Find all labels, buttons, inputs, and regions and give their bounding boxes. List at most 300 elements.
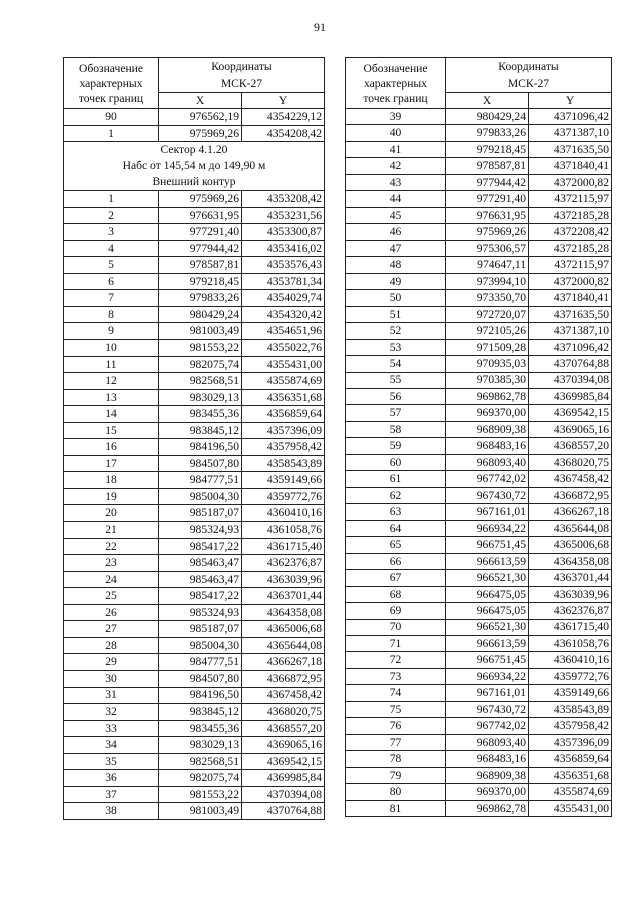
table-row [346, 224, 612, 240]
y-coordinate-cell: 4361715,40 [242, 538, 325, 555]
point-number-cell: 67 [346, 570, 446, 586]
table-row [64, 191, 325, 208]
table-body [346, 109, 612, 817]
table-body-before-section [64, 109, 325, 142]
y-coordinate-cell: 4371635,50 [529, 306, 612, 322]
table-row [346, 603, 612, 619]
y-coordinate-cell: 4354229,12 [242, 109, 325, 126]
table-row [346, 471, 612, 487]
x-coordinate-cell: 977944,42 [159, 240, 242, 257]
table-row [64, 538, 325, 555]
y-coordinate-cell: 4353300,87 [242, 224, 325, 241]
x-coordinate-cell: 981003,49 [159, 323, 242, 340]
point-number-cell: 80 [346, 784, 446, 800]
x-coordinate-cell: 982568,51 [159, 373, 242, 390]
x-coordinate-cell: 984196,50 [159, 687, 242, 704]
page-number: 91 [314, 20, 326, 34]
table-row [64, 505, 325, 522]
designation-header-line: Обозначение [78, 61, 144, 75]
table-row [64, 356, 325, 373]
x-coordinate-cell: 967742,02 [446, 471, 529, 487]
x-coordinate-cell: 981003,49 [159, 803, 242, 820]
table-header [64, 58, 325, 109]
y-coordinate-cell: 4368020,75 [242, 704, 325, 721]
x-coordinate-cell: 968093,40 [446, 734, 529, 750]
x-coordinate-cell: 982075,74 [159, 770, 242, 787]
y-coordinate-cell: 4355431,00 [529, 800, 612, 816]
y-coordinate-cell: 4365006,68 [242, 621, 325, 638]
table-row [346, 207, 612, 223]
x-coordinate-cell: 970385,30 [446, 372, 529, 388]
x-coordinate-cell: 980429,24 [159, 306, 242, 323]
point-number-cell: 5 [64, 257, 159, 274]
point-number-cell: 20 [64, 505, 159, 522]
x-coordinate-cell: 979218,45 [446, 141, 529, 157]
y-coordinate-cell: 4360410,16 [529, 652, 612, 668]
y-coordinate-cell: 4365006,68 [529, 537, 612, 553]
table-row [346, 652, 612, 668]
x-coordinate-cell: 969862,78 [446, 800, 529, 816]
x-coordinate-cell: 983029,13 [159, 737, 242, 754]
point-number-cell: 18 [64, 472, 159, 489]
point-number-cell: 16 [64, 439, 159, 456]
x-coordinate-cell: 984196,50 [159, 439, 242, 456]
point-number-cell: 75 [346, 701, 446, 717]
designation-header-line: характерных [79, 76, 143, 90]
table-row [64, 488, 325, 505]
x-coordinate-cell: 967430,72 [446, 487, 529, 503]
table-row [346, 306, 612, 322]
y-coordinate-cell: 4354208,42 [242, 125, 325, 142]
y-coordinate-cell: 4357958,42 [242, 439, 325, 456]
x-coordinate-cell: 985463,47 [159, 571, 242, 588]
y-coordinate-cell: 4371635,50 [529, 141, 612, 157]
designation-header [64, 58, 159, 109]
table-row [346, 701, 612, 717]
y-coordinate-cell: 4371840,41 [529, 290, 612, 306]
point-number-cell: 46 [346, 224, 446, 240]
coordinates-table-left [63, 57, 325, 820]
y-coordinate-cell: 4356859,64 [242, 406, 325, 423]
point-number-cell: 21 [64, 522, 159, 539]
table-row [64, 207, 325, 224]
x-coordinate-cell: 985463,47 [159, 555, 242, 572]
x-coordinate-cell: 966475,05 [446, 603, 529, 619]
x-coordinate-cell: 972105,26 [446, 323, 529, 339]
table-row [346, 323, 612, 339]
table-row [346, 520, 612, 536]
table-row [64, 571, 325, 588]
table-row [346, 240, 612, 256]
table-row [64, 472, 325, 489]
y-coordinate-cell: 4353781,34 [242, 273, 325, 290]
y-coordinate-cell: 4359772,76 [529, 668, 612, 684]
y-coordinate-cell: 4366872,95 [242, 670, 325, 687]
y-coordinate-cell: 4369065,16 [242, 737, 325, 754]
point-number-cell: 17 [64, 455, 159, 472]
x-coordinate-cell: 968909,38 [446, 421, 529, 437]
designation-header-line: точек границ [78, 91, 144, 105]
table-row [346, 636, 612, 652]
y-coordinate-cell: 4368557,20 [529, 438, 612, 454]
point-number-cell: 78 [346, 751, 446, 767]
section-heading [64, 142, 325, 191]
point-number-cell: 66 [346, 553, 446, 569]
table-row [346, 586, 612, 602]
table-row [64, 109, 325, 126]
point-number-cell: 1 [64, 125, 159, 142]
table-row [346, 257, 612, 273]
x-coordinate-cell: 985324,93 [159, 522, 242, 539]
x-coordinate-cell: 967430,72 [446, 701, 529, 717]
point-number-cell: 14 [64, 406, 159, 423]
table-row [346, 421, 612, 437]
x-coordinate-cell: 966751,45 [446, 652, 529, 668]
table-row [346, 751, 612, 767]
x-coordinate-cell: 975969,26 [159, 191, 242, 208]
point-number-cell: 11 [64, 356, 159, 373]
point-number-cell: 35 [64, 753, 159, 770]
table-row [64, 522, 325, 539]
y-coordinate-cell: 4370394,08 [242, 786, 325, 803]
x-coordinate-cell: 972720,07 [446, 306, 529, 322]
x-coordinate-cell: 968483,16 [446, 438, 529, 454]
x-coordinate-cell: 979833,26 [159, 290, 242, 307]
y-coordinate-cell: 4371387,10 [529, 125, 612, 141]
point-number-cell: 10 [64, 340, 159, 357]
y-coordinate-cell: 4361058,76 [242, 522, 325, 539]
coordinates-header [446, 58, 612, 93]
point-number-cell: 12 [64, 373, 159, 390]
x-coordinate-cell: 966751,45 [446, 537, 529, 553]
x-coordinate-cell: 969370,00 [446, 784, 529, 800]
y-coordinate-cell: 4372185,28 [529, 240, 612, 256]
section-contour: Внешний контур [152, 175, 236, 189]
table-row [346, 784, 612, 800]
table-row [346, 388, 612, 404]
x-coordinate-cell: 970935,03 [446, 356, 529, 372]
point-number-cell: 15 [64, 422, 159, 439]
point-number-cell: 69 [346, 603, 446, 619]
x-coordinate-cell: 983455,36 [159, 406, 242, 423]
y-coordinate-cell: 4357396,09 [242, 422, 325, 439]
y-coordinate-cell: 4358543,89 [529, 701, 612, 717]
coordinates-header-line: Координаты [211, 60, 272, 73]
x-coordinate-cell: 982075,74 [159, 356, 242, 373]
y-coordinate-cell: 4363039,96 [529, 586, 612, 602]
y-coordinate-cell: 4354320,42 [242, 306, 325, 323]
x-coordinate-cell: 966934,22 [446, 520, 529, 536]
table-row [64, 604, 325, 621]
point-number-cell: 13 [64, 389, 159, 406]
coordinates-table-right [345, 57, 612, 817]
y-coordinate-cell: 4372000,82 [529, 273, 612, 289]
y-coordinate-cell: 4365644,08 [529, 520, 612, 536]
x-coordinate-cell: 983845,12 [159, 704, 242, 721]
table-row [64, 224, 325, 241]
y-coordinate-cell: 4372185,28 [529, 207, 612, 223]
y-coordinate-cell: 4363701,44 [529, 570, 612, 586]
x-coordinate-cell: 985187,07 [159, 621, 242, 638]
x-coordinate-cell: 971509,28 [446, 339, 529, 355]
y-coordinate-cell: 4369542,15 [529, 405, 612, 421]
point-number-cell: 72 [346, 652, 446, 668]
x-coordinate-cell: 981553,22 [159, 340, 242, 357]
point-number-cell: 9 [64, 323, 159, 340]
y-coordinate-cell: 4355431,00 [242, 356, 325, 373]
table-row [346, 454, 612, 470]
y-coordinate-cell: 4361715,40 [529, 619, 612, 635]
y-coordinate-cell: 4372000,82 [529, 174, 612, 190]
table-row [64, 406, 325, 423]
table-row [346, 537, 612, 553]
x-coordinate-cell: 968909,38 [446, 767, 529, 783]
y-coordinate-cell: 4372115,97 [529, 257, 612, 273]
table-row [64, 637, 325, 654]
y-coordinate-cell: 4368020,75 [529, 454, 612, 470]
table-row [346, 800, 612, 816]
table-body-after-section [64, 191, 325, 820]
x-coordinate-cell: 978587,81 [446, 158, 529, 174]
point-number-cell: 23 [64, 555, 159, 572]
x-coordinate-cell: 974647,11 [446, 257, 529, 273]
table-row [64, 670, 325, 687]
y-coordinate-cell: 4371387,10 [529, 323, 612, 339]
point-number-cell: 79 [346, 767, 446, 783]
table-row [346, 619, 612, 635]
point-number-cell: 56 [346, 388, 446, 404]
x-coordinate-cell: 984777,51 [159, 654, 242, 671]
table-row [346, 125, 612, 141]
y-coordinate-cell: 4362376,87 [242, 555, 325, 572]
point-number-cell: 47 [346, 240, 446, 256]
y-coordinate-cell: 4366872,95 [529, 487, 612, 503]
table-row [64, 737, 325, 754]
point-number-cell: 74 [346, 685, 446, 701]
x-coordinate-cell: 979833,26 [446, 125, 529, 141]
point-number-cell: 81 [346, 800, 446, 816]
table-row [346, 553, 612, 569]
point-number-cell: 73 [346, 668, 446, 684]
point-number-cell: 58 [346, 421, 446, 437]
table-row [346, 685, 612, 701]
table-row [64, 621, 325, 638]
x-coordinate-cell: 976631,95 [446, 207, 529, 223]
y-coordinate-cell: 4355022,76 [242, 340, 325, 357]
y-coordinate-cell: 4363039,96 [242, 571, 325, 588]
y-coordinate-cell: 4364358,08 [242, 604, 325, 621]
table-row [64, 786, 325, 803]
point-number-cell: 43 [346, 174, 446, 190]
y-coordinate-cell: 4356351,68 [529, 767, 612, 783]
point-number-cell: 71 [346, 636, 446, 652]
x-coordinate-cell: 966613,59 [446, 636, 529, 652]
table-row [346, 438, 612, 454]
y-coordinate-cell: 4363701,44 [242, 588, 325, 605]
designation-header-line: характерных [363, 76, 427, 90]
x-coordinate-cell: 983455,36 [159, 720, 242, 737]
table-row [346, 734, 612, 750]
x-coordinate-cell: 973350,70 [446, 290, 529, 306]
point-number-cell: 70 [346, 619, 446, 635]
y-coordinate-cell: 4353231,56 [242, 207, 325, 224]
y-coordinate-cell: 4366267,18 [242, 654, 325, 671]
table-row [64, 704, 325, 721]
coordinates-header-line: МСК-27 [220, 77, 263, 90]
x-coordinate-cell: 975969,26 [446, 224, 529, 240]
y-coordinate-cell: 4368557,20 [242, 720, 325, 737]
point-number-cell: 37 [64, 786, 159, 803]
designation-header-line: точек границ [363, 91, 428, 105]
point-number-cell: 40 [346, 125, 446, 141]
y-coordinate-cell: 4358543,89 [242, 455, 325, 472]
y-coordinate-cell: 4359772,76 [242, 488, 325, 505]
point-number-cell: 4 [64, 240, 159, 257]
table-row [64, 240, 325, 257]
y-coordinate-cell: 4370764,88 [529, 356, 612, 372]
x-coordinate-cell: 985187,07 [159, 505, 242, 522]
point-number-cell: 33 [64, 720, 159, 737]
y-coordinate-cell: 4369542,15 [242, 753, 325, 770]
point-number-cell: 30 [64, 670, 159, 687]
x-coordinate-cell: 983845,12 [159, 422, 242, 439]
x-coordinate-cell: 977291,40 [446, 191, 529, 207]
table-row [64, 422, 325, 439]
section-block [64, 142, 325, 191]
x-coordinate-cell: 975306,57 [446, 240, 529, 256]
y-coordinate-cell: 4355874,69 [529, 784, 612, 800]
table-row [346, 504, 612, 520]
y-coordinate-cell: 4371096,42 [529, 109, 612, 125]
y-coordinate-cell: 4357958,42 [529, 718, 612, 734]
point-number-cell: 59 [346, 438, 446, 454]
table-header [346, 58, 612, 109]
x-coordinate-cell: 966613,59 [446, 553, 529, 569]
y-coordinate-cell: 4369985,84 [242, 770, 325, 787]
point-number-cell: 50 [346, 290, 446, 306]
table-row [346, 372, 612, 388]
point-number-cell: 76 [346, 718, 446, 734]
x-coordinate-cell: 983029,13 [159, 389, 242, 406]
x-coordinate-cell: 975969,26 [159, 125, 242, 142]
x-coordinate-cell: 969862,78 [446, 388, 529, 404]
point-number-cell: 62 [346, 487, 446, 503]
y-coordinate-cell: 4354029,74 [242, 290, 325, 307]
point-number-cell: 36 [64, 770, 159, 787]
point-number-cell: 19 [64, 488, 159, 505]
point-number-cell: 26 [64, 604, 159, 621]
x-coordinate-cell: 966521,30 [446, 619, 529, 635]
point-number-cell: 1 [64, 191, 159, 208]
table-row [64, 323, 325, 340]
table-row [346, 158, 612, 174]
x-coordinate-cell: 981553,22 [159, 786, 242, 803]
x-coordinate-cell: 977944,42 [446, 174, 529, 190]
table-row [346, 290, 612, 306]
point-number-cell: 42 [346, 158, 446, 174]
table-row [64, 373, 325, 390]
y-coordinate-cell: 4353208,42 [242, 191, 325, 208]
point-number-cell: 55 [346, 372, 446, 388]
point-number-cell: 39 [346, 109, 446, 125]
point-number-cell: 90 [64, 109, 159, 126]
section-height-range: Набс от 145,54 м до 149,90 м [122, 159, 266, 173]
point-number-cell: 38 [64, 803, 159, 820]
y-coordinate-cell: 4359149,66 [242, 472, 325, 489]
table-row [64, 588, 325, 605]
point-number-cell: 3 [64, 224, 159, 241]
y-coordinate-cell: 4366267,18 [529, 504, 612, 520]
y-coordinate-cell: 4356859,64 [529, 751, 612, 767]
coordinates-header-line: МСК-27 [507, 77, 550, 90]
point-number-cell: 6 [64, 273, 159, 290]
y-coordinate-cell: 4370394,08 [529, 372, 612, 388]
table-row [346, 767, 612, 783]
y-coordinate-cell: 4362376,87 [529, 603, 612, 619]
table-row [64, 340, 325, 357]
point-number-cell: 7 [64, 290, 159, 307]
point-number-cell: 51 [346, 306, 446, 322]
x-coordinate-cell: 966475,05 [446, 586, 529, 602]
y-coordinate-cell: 4354651,96 [242, 323, 325, 340]
point-number-cell: 45 [346, 207, 446, 223]
table-row [64, 306, 325, 323]
y-header: Y [529, 93, 612, 109]
x-coordinate-cell: 968483,16 [446, 751, 529, 767]
y-coordinate-cell: 4367458,42 [529, 471, 612, 487]
table-row [64, 257, 325, 274]
table-row [64, 803, 325, 820]
x-coordinate-cell: 973994,10 [446, 273, 529, 289]
x-coordinate-cell: 968093,40 [446, 454, 529, 470]
table-row [64, 687, 325, 704]
x-coordinate-cell: 979218,45 [159, 273, 242, 290]
point-number-cell: 27 [64, 621, 159, 638]
x-coordinate-cell: 976631,95 [159, 207, 242, 224]
y-coordinate-cell: 4367458,42 [242, 687, 325, 704]
table-row [346, 339, 612, 355]
point-number-cell: 22 [64, 538, 159, 555]
table-row [64, 455, 325, 472]
designation-header [346, 58, 446, 109]
y-coordinate-cell: 4369065,16 [529, 421, 612, 437]
y-coordinate-cell: 4353576,43 [242, 257, 325, 274]
x-coordinate-cell: 967161,01 [446, 685, 529, 701]
x-coordinate-cell: 966934,22 [446, 668, 529, 684]
table-row [346, 273, 612, 289]
point-number-cell: 64 [346, 520, 446, 536]
table-row [346, 141, 612, 157]
point-number-cell: 25 [64, 588, 159, 605]
point-number-cell: 65 [346, 537, 446, 553]
point-number-cell: 41 [346, 141, 446, 157]
y-coordinate-cell: 4372115,97 [529, 191, 612, 207]
x-coordinate-cell: 977291,40 [159, 224, 242, 241]
table-row [346, 718, 612, 734]
table-row [346, 174, 612, 190]
section-title: Сектор 4.1.20 [160, 143, 228, 157]
table-row [346, 356, 612, 372]
table-row [346, 570, 612, 586]
point-number-cell: 8 [64, 306, 159, 323]
y-coordinate-cell: 4356351,68 [242, 389, 325, 406]
y-coordinate-cell: 4359149,66 [529, 685, 612, 701]
x-coordinate-cell: 976562,19 [159, 109, 242, 126]
point-number-cell: 28 [64, 637, 159, 654]
table-row [64, 439, 325, 456]
table-row [64, 290, 325, 307]
coordinates-header-line: Координаты [498, 60, 559, 73]
